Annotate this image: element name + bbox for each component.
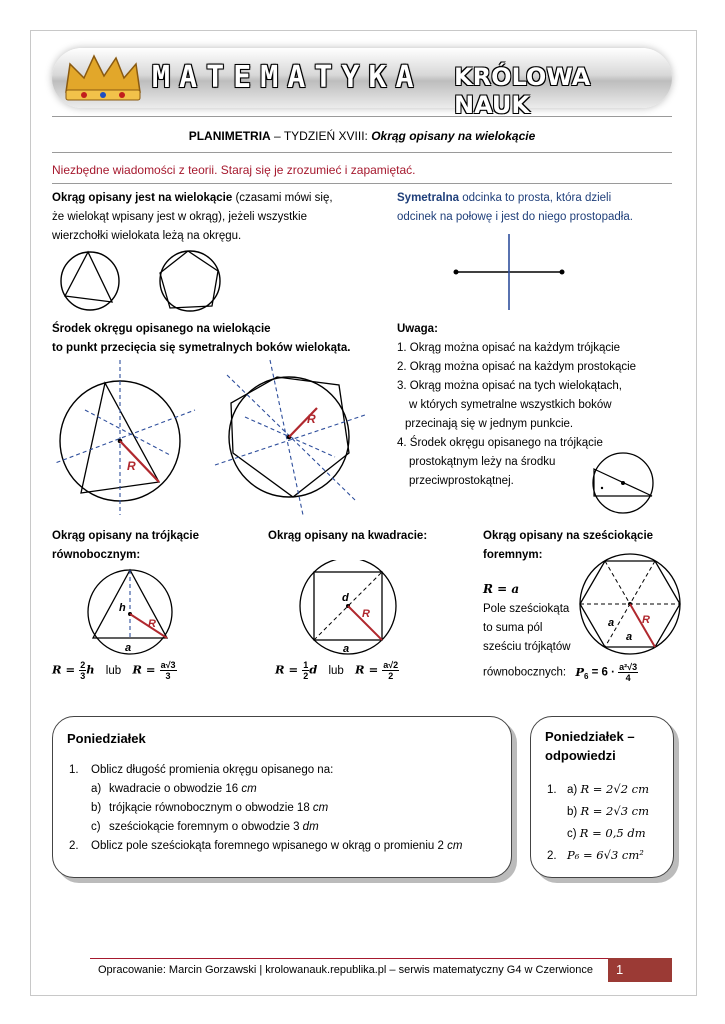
hexagon-text-line: sześciu trójkątów xyxy=(483,641,571,653)
monday-card xyxy=(52,716,512,878)
task-unit: cm xyxy=(447,840,463,852)
bisector-line: odcinek na połowę i jest do niego prostopadła. xyxy=(397,211,633,223)
frac-den: 2 xyxy=(388,671,394,681)
frac-den: 4 xyxy=(625,673,631,683)
header-banner xyxy=(52,48,672,119)
center-figures xyxy=(55,355,375,515)
task-item xyxy=(69,818,509,837)
radius-label: R xyxy=(362,608,370,620)
answers-title xyxy=(545,727,635,765)
center-line: Środek okręgu opisanego na wielokącie xyxy=(52,323,271,335)
task-text: sześciokącie foremnym o obwodzie 3 xyxy=(109,821,303,833)
answer-item xyxy=(547,801,649,823)
bisector-text: odcinka to prosta, która dzieli xyxy=(459,192,612,204)
square-title: Okrąg opisany na kwadracie: xyxy=(268,530,428,542)
formula-lhs: R = xyxy=(275,662,303,677)
answers-list xyxy=(547,779,649,867)
title-week: TYDZIEŃ XVIII: xyxy=(283,129,372,143)
right-triangle-figure xyxy=(586,452,661,514)
crown-icon xyxy=(60,48,148,108)
note-item: prostokątnym leży na środku xyxy=(409,456,556,468)
height-label: h xyxy=(119,602,126,614)
frac-num: a√3 xyxy=(160,660,176,670)
lub-text: lub xyxy=(328,664,344,677)
definition xyxy=(52,189,372,246)
equilateral-title-line: równobocznym: xyxy=(52,549,141,561)
task-text: Oblicz pole sześciokąta foremnego wpisanego w okrąg o promieniu 2 xyxy=(91,840,448,852)
answer-expr: R = 2√3 cm xyxy=(580,804,650,818)
formula-lhs: R = xyxy=(52,662,80,677)
page-number xyxy=(608,958,672,982)
page-title xyxy=(52,129,672,143)
hexagon-text-line: równobocznych: xyxy=(483,666,567,679)
task-text: Oblicz długość promienia okręgu opisanego na: xyxy=(91,764,334,776)
task-unit: cm xyxy=(312,802,329,814)
inscribed-triangle xyxy=(65,252,112,302)
title-main: PLANIMETRIA xyxy=(188,129,271,143)
answer-expr: P₆ = 6√3 cm² xyxy=(567,848,644,862)
task-item xyxy=(69,837,509,856)
task-item xyxy=(69,799,509,818)
area-lhs: P xyxy=(575,664,584,679)
title-dash: – xyxy=(270,129,284,143)
answer-item xyxy=(547,779,649,801)
answer-num: 2. xyxy=(547,850,557,862)
frac-num: 2 xyxy=(80,660,86,670)
hexagon-text-line: to suma pól xyxy=(483,622,543,634)
formula-lhs: R = xyxy=(132,662,160,677)
task-item xyxy=(69,761,509,780)
divider xyxy=(52,116,672,117)
bisector-figure xyxy=(450,232,570,312)
hexagon-title-line: Okrąg opisany na sześciokącie xyxy=(483,530,654,542)
answer-item xyxy=(547,823,649,845)
task-unit: cm xyxy=(241,783,257,795)
frac-den: 2 xyxy=(303,671,309,681)
task-num: a) xyxy=(91,783,102,795)
hexagon-title-line: foremnym: xyxy=(483,549,543,561)
area-mid: = 6 · xyxy=(588,666,619,679)
equilateral-figure xyxy=(78,560,188,655)
answer-item xyxy=(547,845,649,867)
hexagon-text xyxy=(483,600,571,657)
title-topic: Okrąg opisany na wielokącie xyxy=(371,129,536,143)
task-list xyxy=(69,761,509,856)
frac-den: 3 xyxy=(80,671,86,681)
diagonal-label: d xyxy=(342,592,349,604)
notes-title: Uwaga: xyxy=(397,323,438,335)
answers-card xyxy=(530,716,674,878)
note-item: 4. Środek okręgu opisanego na trójkącie xyxy=(397,437,603,449)
radius-label: R xyxy=(148,618,156,630)
task-num: 1. xyxy=(69,764,79,776)
note-item: 1. Okrąg można opisać na każdym trójkącie xyxy=(397,342,621,354)
frac-num: a√2 xyxy=(383,660,399,670)
hexagon-area xyxy=(483,662,638,683)
square-formula xyxy=(275,660,399,681)
hexagon-figure xyxy=(578,550,683,660)
answer-num: 1. xyxy=(547,784,557,796)
radius-label: R xyxy=(127,459,136,473)
side-label: a xyxy=(125,642,132,654)
note-item: przecinają się w jednym punkcie. xyxy=(405,418,574,430)
answer-label: a) xyxy=(567,784,578,796)
intro-text: Niezbędne wiadomości z teorii. Staraj się je zrozumieć i zapamiętać. xyxy=(52,163,416,177)
page-number-text: 1 xyxy=(616,962,624,977)
note-item: 3. Okrąg można opisać na tych wielokątach, xyxy=(397,380,623,392)
definition-line: że wielokąt wpisany jest w okrąg), jeżeli wszystkie xyxy=(52,211,308,223)
center-def xyxy=(52,320,350,358)
side-label: a xyxy=(343,643,350,655)
task-num: c) xyxy=(91,821,101,833)
inscribed-figures xyxy=(60,248,235,318)
answer-expr: R = 2√2 cm xyxy=(580,782,650,796)
banner-right-text: KRÓLOWA NAUK xyxy=(454,63,591,119)
note-item: przeciwprostokątnej. xyxy=(409,475,514,487)
definition-line: wierzchołki wielokata leżą na okręgu. xyxy=(52,230,242,242)
task-num: b) xyxy=(91,802,102,814)
answer-label: b) xyxy=(567,806,578,818)
square-figure xyxy=(298,560,398,655)
answer-expr: R = 0,5 dm xyxy=(579,826,646,840)
task-text: trójkącie równobocznym o obwodzie 18 xyxy=(109,802,313,814)
radius-label: R xyxy=(642,614,650,626)
task-item xyxy=(69,780,509,799)
radius-label: R xyxy=(307,412,316,426)
footer-text: Opracowanie: Marcin Gorzawski | krolowanauk.republika.pl – serwis matematyczny G4 w Czerwionce xyxy=(98,964,593,976)
bisector-term: Symetralna xyxy=(397,192,460,204)
center-line: to punkt przecięcia się symetralnych boków wielokąta. xyxy=(52,342,351,354)
equilateral-formula xyxy=(52,660,177,681)
task-text: kwadracie o obwodzie 16 xyxy=(109,783,242,795)
bisector-def xyxy=(397,189,672,227)
formula-var: d xyxy=(309,662,318,677)
side-label: a xyxy=(608,617,615,629)
formula-var: h xyxy=(86,662,95,677)
divider xyxy=(52,152,672,153)
footer-divider xyxy=(90,958,672,959)
frac-den: 3 xyxy=(165,671,171,681)
side-label: a xyxy=(626,631,633,643)
task-unit: dm xyxy=(302,821,319,833)
definition-text: (czasami mówi się, xyxy=(232,192,333,204)
equilateral-title-line: Okrąg opisany na trójkącie xyxy=(52,530,200,542)
note-item: 2. Okrąg można opisać na każdym prostokącie xyxy=(397,361,637,373)
frac-num: 1 xyxy=(303,660,309,670)
monday-title: Poniedziałek xyxy=(67,731,146,746)
definition-term: Okrąg opisany jest na wielokącie xyxy=(52,192,233,204)
task-num: 2. xyxy=(69,840,79,852)
answer-label: c) xyxy=(567,828,577,840)
answers-title-line: Poniedziałek – xyxy=(545,729,635,744)
note-item: w których symetralne wszystkich boków xyxy=(409,399,612,411)
formula-lhs: R = xyxy=(355,662,383,677)
lub-text: lub xyxy=(105,664,122,677)
hexagon-text-line: Pole sześciokąta xyxy=(483,603,570,615)
circle-pentagon xyxy=(160,251,220,311)
divider xyxy=(52,183,672,184)
frac-num: a²√3 xyxy=(619,662,638,672)
area-sub: 6 xyxy=(583,671,589,681)
hexagon-formula: R = a xyxy=(483,582,520,596)
banner-left-text: MATEMATYKA xyxy=(152,60,423,95)
answers-title-line: odpowiedzi xyxy=(545,748,616,763)
